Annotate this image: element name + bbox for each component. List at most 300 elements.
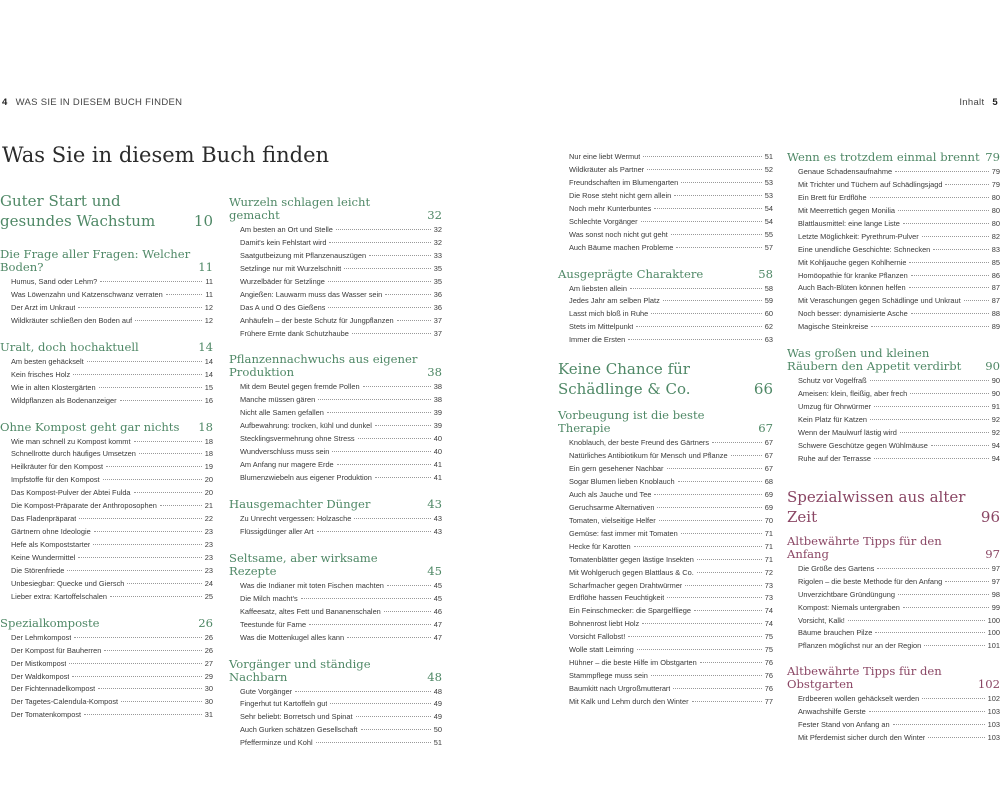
toc-entry-page: 43 (433, 526, 442, 536)
toc-entry-title: Hühner – die beste Hilfe im Obstgarten (569, 658, 697, 668)
toc-column-4 (787, 151, 1000, 745)
toc-entry[interactable] (0, 369, 213, 382)
toc-entry[interactable] (229, 224, 442, 237)
dot-leader (924, 645, 984, 646)
toc-entry-page: 12 (204, 315, 213, 325)
toc-entry-title: Mit Meerrettich gegen Monilia (798, 205, 895, 215)
toc-entry[interactable] (0, 632, 213, 645)
toc-entry-page: 80 (991, 205, 1000, 215)
toc-entry[interactable] (229, 289, 442, 302)
toc-entry[interactable] (558, 618, 773, 631)
section-heading[interactable] (558, 409, 773, 435)
toc-entry[interactable] (787, 321, 1000, 334)
toc-entry[interactable] (558, 203, 773, 216)
toc-entry-page: 38 (433, 395, 442, 405)
toc-entry-title: Mit Trichter und Tüchern auf Schädlingsjagd (798, 179, 943, 189)
section-heading[interactable] (0, 248, 213, 274)
toc-entry-title: Rigolen – die beste Methode für den Anfang (798, 576, 943, 586)
toc-entry-page: 45 (433, 593, 442, 603)
toc-entry[interactable] (787, 270, 1000, 283)
toc-entry[interactable] (0, 513, 213, 526)
toc-entry[interactable] (0, 474, 213, 487)
toc-entry[interactable] (0, 552, 213, 565)
dot-leader (363, 386, 431, 387)
toc-entry-title: Pfefferminze und Kohl (240, 738, 313, 748)
section-heading[interactable] (229, 552, 442, 578)
section-title: Vorgänger und ständige Nachbarn (229, 656, 371, 684)
toc-entry[interactable] (229, 593, 442, 606)
toc-entry-page: 85 (991, 257, 1000, 267)
toc-entry-page: 82 (991, 231, 1000, 241)
toc-entry[interactable] (229, 250, 442, 263)
toc-entry-page: 37 (433, 328, 442, 338)
toc-entry-page: 90 (991, 376, 1000, 386)
toc-entry[interactable] (558, 463, 773, 476)
section-heading[interactable] (0, 341, 213, 354)
toc-entry[interactable] (558, 242, 773, 255)
toc-entry[interactable] (787, 453, 1000, 466)
toc-entry[interactable] (229, 263, 442, 276)
section-heading[interactable] (787, 151, 1000, 164)
section-heading[interactable] (229, 498, 442, 511)
section-heading[interactable] (229, 353, 442, 379)
section-page: 97 (985, 546, 1000, 561)
toc-entry-page: 76 (764, 684, 773, 693)
dot-leader (127, 583, 201, 584)
toc-entry[interactable] (229, 606, 442, 619)
toc-entry[interactable] (787, 388, 1000, 401)
dot-leader (628, 636, 761, 637)
dot-leader (964, 300, 989, 301)
toc-entry-page: 94 (991, 453, 1000, 463)
toc-entry[interactable] (787, 627, 1000, 640)
toc-entry-title: Schutz vor Vogelfraß (798, 376, 867, 386)
toc-entry[interactable] (787, 192, 1000, 205)
dot-leader (295, 691, 431, 692)
dot-leader (99, 387, 202, 388)
toc-entry-page: 43 (433, 513, 442, 523)
toc-entry-page: 15 (204, 382, 213, 392)
toc-entry[interactable] (787, 576, 1000, 589)
toc-entry[interactable] (787, 414, 1000, 427)
toc-entry[interactable] (0, 591, 213, 604)
toc-entry-title: Pflanzen möglichst nur an der Region (798, 641, 922, 651)
toc-entry[interactable] (558, 476, 773, 489)
dot-leader (134, 492, 202, 493)
toc-entry[interactable] (229, 276, 442, 289)
section-heading[interactable] (787, 347, 1000, 373)
toc-entry-title: Was Löwenzahn und Katzenschwanz verraten (11, 289, 163, 299)
toc-entry[interactable] (229, 526, 442, 539)
toc-block (0, 248, 213, 328)
toc-entry[interactable] (787, 244, 1000, 257)
dot-leader (121, 701, 202, 702)
dot-leader (100, 281, 202, 282)
dot-leader (933, 249, 988, 250)
toc-entry-page: 35 (433, 263, 442, 273)
toc-entry-title: Am besten gehäckselt (11, 356, 84, 366)
toc-entry-title: Die Störenfriede (11, 565, 65, 575)
dot-leader (160, 505, 202, 506)
dot-leader (78, 557, 201, 558)
toc-entry[interactable] (0, 382, 213, 395)
toc-entry-title: Blumenzwiebeln aus eigener Produktion (240, 473, 372, 482)
toc-entry[interactable] (229, 302, 442, 315)
toc-entry[interactable] (229, 513, 442, 526)
toc-entry-page: 94 (991, 440, 1000, 450)
dot-leader (694, 610, 762, 611)
dot-leader (903, 607, 989, 608)
toc-entry[interactable] (0, 302, 213, 315)
section-page: 102 (977, 677, 1000, 692)
dot-leader (317, 531, 431, 532)
toc-entry[interactable] (558, 580, 773, 593)
toc-entry[interactable] (229, 315, 442, 328)
toc-block (787, 487, 1000, 527)
toc-entry-list (229, 686, 442, 751)
toc-entry-page: 55 (764, 229, 773, 239)
toc-entry-page: 14 (204, 356, 213, 366)
section-heading[interactable] (229, 658, 442, 684)
toc-entry[interactable] (0, 578, 213, 591)
toc-block (229, 353, 442, 485)
toc-entry-title: Stammpflege muss sein (569, 671, 648, 681)
dot-leader (657, 507, 761, 508)
toc-entry[interactable] (558, 592, 773, 605)
dot-leader (354, 518, 430, 519)
toc-entry[interactable] (229, 619, 442, 632)
toc-entry[interactable] (558, 554, 773, 567)
toc-entry[interactable] (0, 526, 213, 539)
toc-entry[interactable] (558, 605, 773, 618)
toc-entry-page: 45 (433, 580, 442, 590)
toc-entry-title: Sogar Blumen lieben Knoblauch (569, 477, 675, 486)
toc-entry[interactable] (229, 737, 442, 750)
toc-entry[interactable] (558, 216, 773, 229)
toc-entry[interactable] (787, 179, 1000, 192)
toc-entry[interactable] (558, 541, 773, 554)
toc-entry-page: 21 (204, 501, 213, 511)
toc-entry-list (787, 693, 1000, 745)
toc-entry-page: 91 (991, 402, 1000, 412)
dot-leader (134, 441, 202, 442)
section-page: 14 (198, 339, 213, 354)
toc-entry[interactable] (787, 589, 1000, 602)
toc-entry[interactable] (558, 283, 773, 296)
toc-entry-title: Teestunde für Farne (240, 619, 307, 629)
section-title: Wenn es trotzdem einmal brennt (787, 150, 980, 164)
toc-entry[interactable] (787, 563, 1000, 576)
dot-leader (667, 468, 762, 469)
toc-entry-page: 73 (764, 580, 773, 590)
toc-entry[interactable] (558, 528, 773, 541)
toc-entry[interactable] (787, 706, 1000, 719)
toc-column-1 (0, 191, 213, 722)
toc-entry-page: 72 (764, 567, 773, 577)
toc-entry[interactable] (229, 394, 442, 407)
toc-entry[interactable] (0, 683, 213, 696)
toc-entry-page: 100 (987, 615, 1000, 625)
toc-entry[interactable] (0, 436, 213, 449)
toc-entry[interactable] (558, 502, 773, 515)
dot-leader (309, 624, 431, 625)
toc-entry[interactable] (558, 190, 773, 203)
toc-entry[interactable] (229, 407, 442, 420)
toc-entry-page: 23 (204, 540, 213, 549)
toc-entry[interactable] (558, 308, 773, 321)
toc-entry[interactable] (229, 459, 442, 472)
toc-entry-page: 39 (433, 408, 442, 418)
toc-entry-title: Knoblauch, der beste Freund des Gärtners (569, 438, 710, 448)
toc-entry[interactable] (0, 448, 213, 461)
section-title: Altbewährte Tipps für den Obstgarten (787, 664, 942, 692)
toc-entry[interactable] (558, 321, 773, 334)
dot-leader (903, 223, 989, 224)
toc-entry[interactable] (558, 295, 773, 308)
toc-entry[interactable] (0, 500, 213, 513)
toc-entry[interactable] (229, 698, 442, 711)
toc-entry-title: Kaffeesatz, altes Fett und Bananenschalen (240, 606, 381, 616)
toc-entry-title: Am liebsten allein (569, 283, 627, 293)
dot-leader (628, 339, 761, 340)
toc-entry-list (229, 513, 442, 539)
toc-entry-title: Bäume brauchen Pilze (798, 628, 873, 638)
toc-entry-page: 53 (764, 177, 773, 187)
toc-entry[interactable] (229, 328, 442, 341)
dot-leader (110, 596, 202, 597)
chapter-page: 96 (980, 507, 1000, 526)
toc-entry[interactable] (787, 615, 1000, 628)
dot-leader (870, 419, 989, 420)
toc-entry-title: Der Arzt im Unkraut (11, 302, 76, 312)
toc-entry[interactable] (787, 231, 1000, 244)
toc-entry-title: Hecke für Karotten (569, 541, 631, 551)
toc-entry[interactable] (787, 205, 1000, 218)
toc-entry[interactable] (558, 177, 773, 190)
toc-entry[interactable] (0, 539, 213, 552)
toc-entry-page: 102 (987, 694, 1000, 704)
toc-entry-title: Wildkräuter schließen den Boden auf (11, 315, 133, 325)
toc-entry[interactable] (558, 683, 773, 696)
toc-entry[interactable] (787, 440, 1000, 453)
toc-entry[interactable] (558, 515, 773, 528)
toc-block (558, 359, 773, 399)
toc-entry[interactable] (229, 237, 442, 250)
toc-entry-title: Vorsicht, Kalk! (798, 615, 845, 625)
dot-leader (166, 294, 203, 295)
chapter-page: 66 (753, 380, 773, 399)
dot-leader (641, 221, 762, 222)
toc-entry-page: 37 (433, 315, 442, 325)
toc-entry[interactable] (0, 461, 213, 474)
toc-entry-title: Wolle statt Leimring (569, 645, 634, 655)
toc-entry[interactable] (787, 295, 1000, 308)
toc-entry-page: 26 (204, 632, 213, 642)
toc-entry[interactable] (0, 671, 213, 684)
section-page: 90 (985, 359, 1000, 374)
dot-leader (642, 623, 762, 624)
toc-entry-page: 30 (204, 697, 213, 707)
page-title: Was Sie in diesem Buch finden (2, 143, 330, 167)
chapter-heading[interactable] (558, 359, 773, 399)
toc-entry[interactable] (558, 696, 773, 709)
toc-entry[interactable] (787, 218, 1000, 231)
toc-entry-page: 41 (433, 473, 442, 482)
toc-entry[interactable] (558, 567, 773, 580)
toc-entry-page: 62 (764, 322, 773, 332)
toc-entry[interactable] (229, 580, 442, 593)
toc-entry[interactable] (229, 632, 442, 645)
toc-entry[interactable] (558, 644, 773, 657)
toc-entry[interactable] (0, 395, 213, 408)
toc-entry[interactable] (229, 472, 442, 485)
toc-entry[interactable] (558, 450, 773, 463)
toc-block (0, 617, 213, 723)
dot-leader (375, 425, 431, 426)
dot-leader (898, 210, 989, 211)
toc-entry-page: 87 (991, 283, 1000, 293)
toc-entry-page: 103 (987, 733, 1000, 743)
toc-entry[interactable] (0, 565, 213, 578)
toc-entry-title: Kompost: Niemals untergraben (798, 602, 900, 612)
toc-entry-title: Wie in alten Klostergärten (11, 382, 96, 392)
toc-entry[interactable] (787, 401, 1000, 414)
toc-entry[interactable] (787, 308, 1000, 321)
toc-entry-title: Ein gern gesehener Nachbar (569, 464, 664, 474)
toc-entry-page: 103 (987, 720, 1000, 730)
toc-entry[interactable] (558, 670, 773, 683)
dot-leader (676, 247, 761, 248)
toc-entry[interactable] (229, 420, 442, 433)
toc-entry[interactable] (0, 709, 213, 722)
toc-entry-title: Saatgutbeizung mit Pflanzenauszügen (240, 250, 367, 260)
section-title: Ausgeprägte Charaktere (558, 266, 704, 281)
toc-entry-page: 33 (433, 250, 442, 260)
dot-leader (712, 442, 762, 443)
section-heading[interactable] (787, 665, 1000, 691)
toc-entry-title: Setzlinge nur mit Wurzelschnitt (240, 263, 342, 273)
toc-entry[interactable] (787, 427, 1000, 440)
toc-entry-page: 18 (204, 449, 213, 459)
section-heading[interactable] (229, 196, 442, 222)
toc-entry-title: Noch mehr Kunterbuntes (569, 203, 652, 213)
toc-entry[interactable] (0, 645, 213, 658)
toc-entry[interactable] (558, 657, 773, 670)
running-header-left (2, 97, 182, 108)
dot-leader (685, 585, 761, 586)
toc-entry-page: 79 (991, 167, 1000, 176)
toc-entry-page: 16 (204, 395, 213, 405)
toc-entry-title: Ein Feinschmecker: die Spargelfliege (569, 606, 692, 616)
section-heading[interactable] (0, 421, 213, 434)
toc-entry[interactable] (787, 602, 1000, 615)
toc-entry-title: Noch besser: dynamisierte Asche (798, 309, 908, 319)
toc-entry-page: 97 (991, 576, 1000, 586)
toc-entry[interactable] (787, 166, 1000, 179)
toc-entry[interactable] (0, 315, 213, 328)
toc-entry[interactable] (0, 276, 213, 289)
dot-leader (659, 520, 762, 521)
toc-entry[interactable] (558, 164, 773, 177)
toc-entry[interactable] (787, 732, 1000, 745)
section-heading[interactable] (787, 535, 1000, 561)
toc-entry[interactable] (0, 696, 213, 709)
section-title: Ohne Kompost geht gar nichts (0, 419, 180, 434)
toc-entry-list (787, 166, 1000, 334)
toc-entry-page: 48 (433, 686, 442, 696)
toc-entry[interactable] (558, 437, 773, 450)
toc-entry[interactable] (0, 658, 213, 671)
toc-entry[interactable] (229, 711, 442, 724)
toc-entry-list (787, 375, 1000, 466)
toc-entry-page: 69 (764, 489, 773, 499)
dot-leader (922, 236, 989, 237)
dot-leader (643, 156, 761, 157)
dot-leader (692, 701, 762, 702)
toc-entry[interactable] (0, 289, 213, 302)
toc-entry[interactable] (558, 631, 773, 644)
dot-leader (911, 313, 989, 314)
toc-entry[interactable] (787, 282, 1000, 295)
toc-entry-title: Ein Brett für Erdflöhe (798, 192, 867, 202)
toc-entry-title: Anhäufeln – der beste Schutz für Jungpflanzen (240, 315, 394, 325)
toc-entry-title: Gärtnern ohne Ideologie (11, 527, 91, 537)
toc-entry[interactable] (229, 381, 442, 394)
toc-entry-title: Schnellrotte durch häufiges Umsetzen (11, 449, 136, 459)
toc-entry-list (0, 632, 213, 723)
dot-leader (909, 287, 989, 288)
toc-entry[interactable] (558, 489, 773, 502)
toc-entry[interactable] (229, 686, 442, 699)
toc-entry[interactable] (787, 640, 1000, 653)
toc-entry-title: Der Tagetes-Calendula-Kompost (11, 697, 119, 707)
toc-entry[interactable] (558, 151, 773, 164)
toc-entry[interactable] (787, 719, 1000, 732)
toc-entry-page: 98 (991, 589, 1000, 599)
toc-entry-page: 99 (991, 602, 1000, 612)
toc-entry-page: 67 (764, 451, 773, 461)
toc-entry-title: Am Anfang nur magere Erde (240, 460, 334, 470)
dot-leader (87, 361, 202, 362)
toc-entry-page: 69 (764, 502, 773, 512)
toc-entry[interactable] (229, 433, 442, 446)
toc-entry[interactable] (229, 446, 442, 459)
toc-entry[interactable] (787, 693, 1000, 706)
toc-entry-page: 89 (991, 322, 1000, 332)
toc-entry[interactable] (0, 356, 213, 369)
section-heading[interactable] (0, 617, 213, 630)
toc-entry-title: Magische Steinkreise (798, 322, 869, 332)
toc-block (229, 498, 442, 539)
toc-block (558, 268, 773, 348)
dot-leader (397, 320, 431, 321)
running-title-left: WAS SIE IN DIESEM BUCH FINDEN (15, 97, 183, 108)
toc-entry[interactable] (787, 375, 1000, 388)
toc-entry[interactable] (558, 229, 773, 242)
toc-entry[interactable] (229, 724, 442, 737)
dot-leader (931, 445, 989, 446)
dot-leader (329, 242, 430, 243)
toc-entry[interactable] (558, 334, 773, 347)
section-heading[interactable] (558, 268, 773, 281)
toc-entry-title: Mit Kohljauche gegen Kohlhernie (798, 257, 907, 267)
chapter-heading[interactable] (0, 191, 213, 231)
toc-entry[interactable] (787, 257, 1000, 270)
chapter-heading[interactable] (787, 487, 1000, 527)
section-title: Uralt, doch hochaktuell (0, 339, 139, 354)
toc-entry[interactable] (0, 487, 213, 500)
section-page: 11 (198, 260, 213, 274)
